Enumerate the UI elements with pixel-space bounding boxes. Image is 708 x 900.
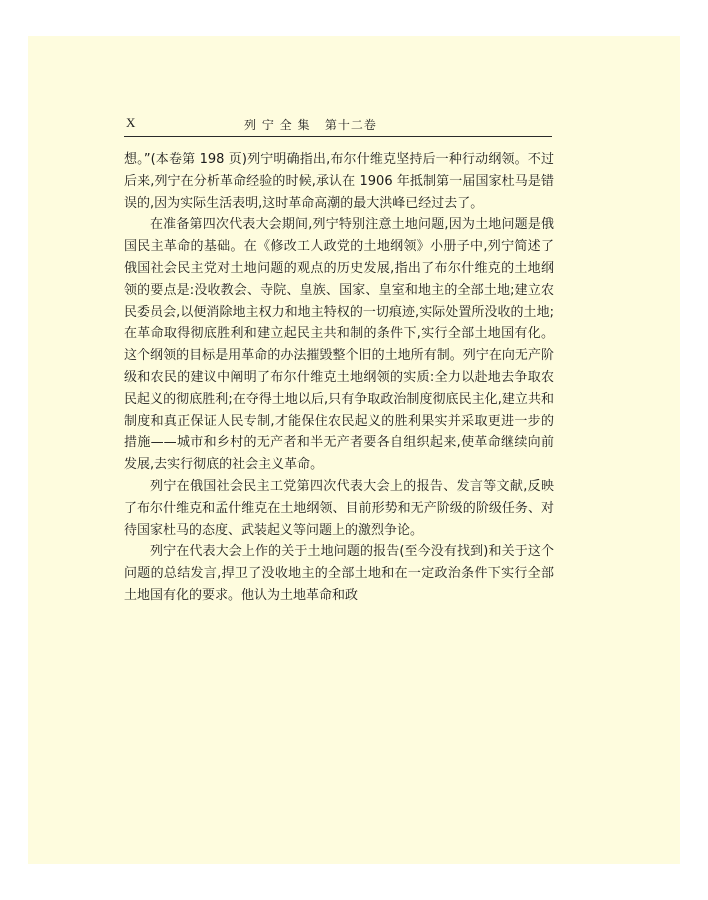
paragraph: 列宁在代表大会上作的关于土地问题的报告(至今没有找到)和关于这个问题的总结发言,捍卫了没收地主的全部土地和在一定政治条件下实行全部土地国有化的要求。他认为土地革命和政 xyxy=(124,544,554,603)
page-number: X xyxy=(126,115,136,130)
paragraph: 想。”(本卷第 198 页)列宁明确指出,布尔什维克坚持后一种行动纲领。不过后来,列宁在分析革命经验的时候,承认在 1906 年抵制第一届国家杜马是错误的,因为实际生活表明,这时革命高潮的最大洪峰已经过去了。 xyxy=(124,152,554,211)
body-text xyxy=(124,149,554,607)
running-title: 列 宁 全 集 第十二卷 xyxy=(244,118,377,132)
paragraph: 列宁在俄国社会民主工党第四次代表大会上的报告、发言等文献,反映了布尔什维克和孟什维克在土地纲领、目前形势和无产阶级的阶级任务、对待国家杜马的态度、武装起义等问题上的激烈争论。 xyxy=(124,478,554,538)
paragraph: 在准备第四次代表大会期间,列宁特别注意土地问题,因为土地问题是俄国民主革命的基础。在《修改工人政党的土地纲领》小册子中,列宁简述了俄国社会民主党对土地问题的观点的历史发展,指出了布尔什维克的土地纲领的要点是:没收教会、寺院、皇族、国家、皇室和地主的全部土地;建立农民委员会,以便消除地主权力和地主特权的一切痕迹,实际处置所没收的土地;在革命取得彻底胜利和建立起民主共和制的条件下,实行全部土地国有化。这个纲领的目标是用革命的办法摧毁整个旧的土地所有制。列宁在向无产阶级和农民的建议中阐明了布尔什维克土地纲领的实质:全力以赴地去争取农民起义的彻底胜利;在夺得土地以后,只有争取政治制度彻底民主化,建立共和制度和真正保证人民专制,才能保住农民起义的胜利果实并采取更进一步的措施——城市和乡村的无产者和半无产者要各自组织起来,使革命继续向前发展,去实行彻底的社会主义革命。 xyxy=(124,217,554,473)
running-header xyxy=(124,114,552,137)
